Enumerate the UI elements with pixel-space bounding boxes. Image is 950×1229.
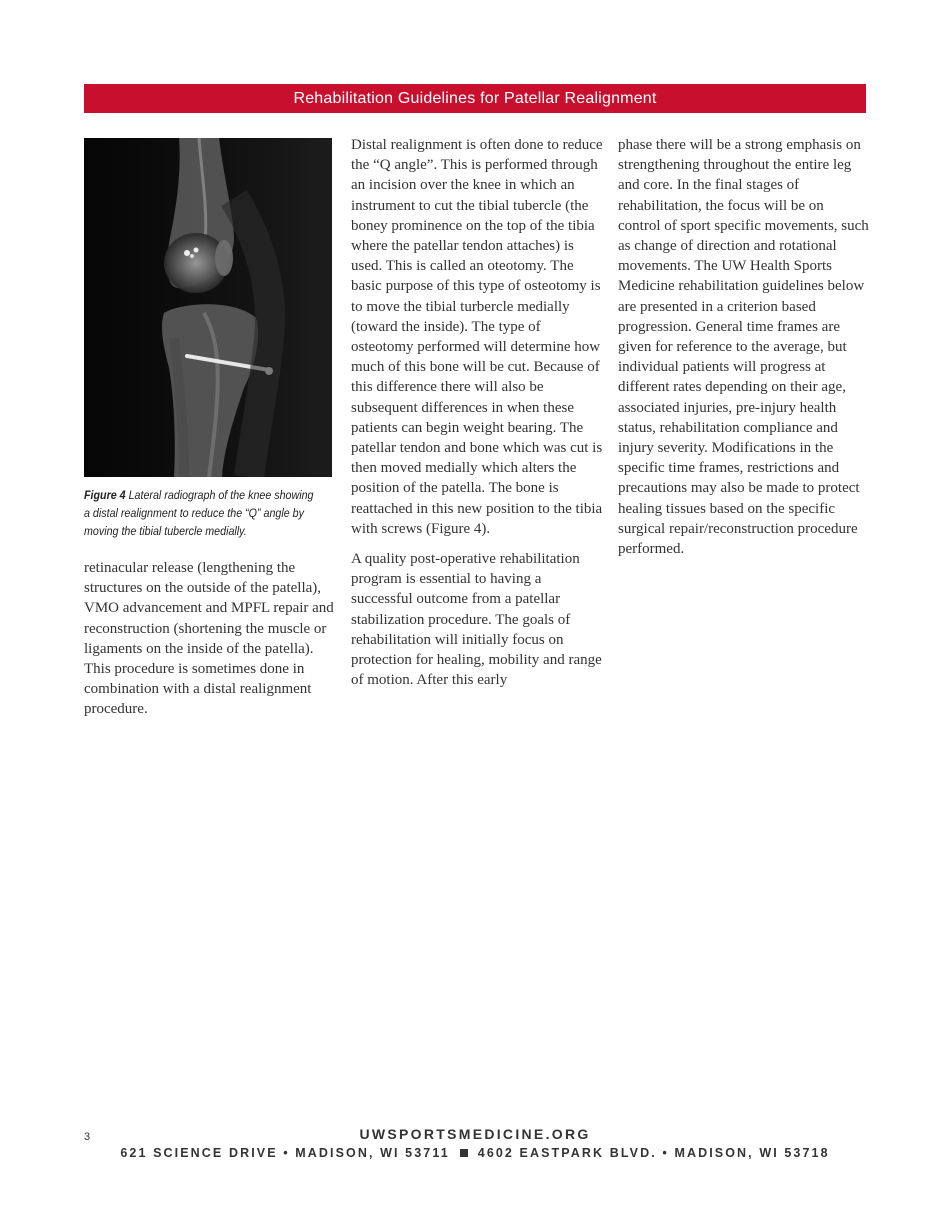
page-header-banner: [84, 84, 866, 113]
paragraph: phase there will be a strong emphasis on strengthening throughout the entire leg and core. In the final stages of rehabilitation, the focus will be on control of sport specific movements, such as change of direction and rotational movements. The UW Health Sports Medicine rehabilitation guidelines below are presented in a criterion based progression. General time frames are given for reference to the average, but individual patients will progress at different rates depending on their age, associated injuries, pre-injury health status, rehabilitation compliance and injury severity. Modifications in the specific time frames, restrictions and precautions may also be made to protect healing tissues based on the specific surgical repair/reconstruction procedure performed.: [618, 137, 869, 558]
figure-caption-text: Lateral radiograph of the knee showing a distal realignment to reduce the “Q” angle by moving the tibial tubercle medially.: [84, 490, 314, 538]
page-number: 3: [84, 1131, 91, 1143]
figure-label: Figure 4: [84, 490, 126, 502]
column-3: [618, 135, 870, 569]
column-2: [351, 135, 603, 700]
radiograph-drawing: [84, 138, 332, 477]
figure-caption: [84, 487, 317, 541]
square-separator-icon: [460, 1149, 468, 1157]
page-title: Rehabilitation Guidelines for Patellar Realignment: [293, 89, 657, 107]
footer-website-link[interactable]: [0, 1126, 950, 1142]
paragraph: A quality post-operative rehabilitation program is essential to having a successful outcome from a patellar stabilization procedure. The goals of rehabilitation will initially focus on protection for healing, mobility and range of motion. After this early: [351, 551, 602, 689]
paragraph: Distal realignment is often done to reduce the “Q angle”. This is performed through an incision over the knee in which an instrument to cut the tibial tubercle (the boney prominence on the top of the tibia where the patellar tendon attaches) is used. This is called an oteotomy. The basic purpose of this type of osteotomy is to move the tibial turbercle medially (toward the inside). The type of osteotomy performed will determine how much of this bone will be cut. Because of this difference there will also be subsequent differences in when these patients can begin weight bearing. The patellar tendon and bone which was cut is then moved medially which alters the position of the patella. The bone is reattached in this new position to the tibia with screws (Figure 4).: [351, 137, 603, 537]
footer-url-text: UWSPORTSMEDICINE.ORG: [359, 1126, 591, 1142]
knee-radiograph-image: [84, 138, 332, 477]
footer-address: [84, 1146, 866, 1160]
address-2: 4602 EASTPARK BLVD. • MADISON, WI 53718: [477, 1146, 830, 1160]
address-1: 621 SCIENCE DRIVE • MADISON, WI 53711: [120, 1146, 450, 1160]
paragraph: retinacular release (lengthening the structures on the outside of the patella), VMO advancement and MPFL repair and reconstruction (shortening the muscle or ligaments on the inside of the patella). This procedure is sometimes done in combination with a distal realignment procedure.: [84, 560, 334, 718]
column-1: [84, 558, 334, 730]
